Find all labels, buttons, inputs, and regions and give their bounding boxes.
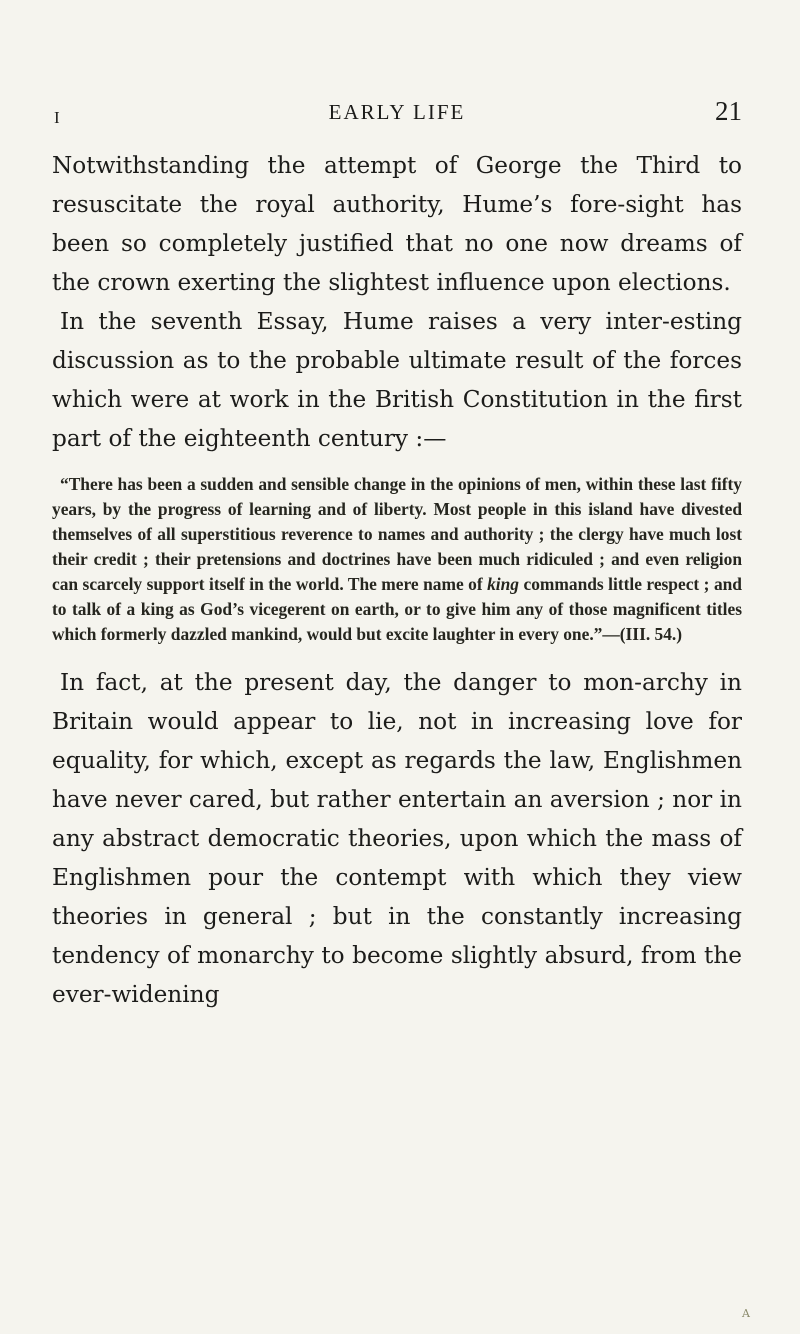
- paragraph-1: Notwithstanding the attempt of George the Third to resuscitate the royal authority, Hume’s fore-sight has been so completely justified that no one now dreams of the crown exerting the slightest influence upon elections.: [52, 152, 742, 296]
- quote-text-2: commands little respect ; and to talk of a king as God’s vicegerent on earth, or to give him any of those magnificent titles which formerly dazzled mankind, would but excite laughter in every one.”—(III. 54.): [52, 574, 742, 644]
- quote-italic-king: king: [487, 574, 520, 594]
- chapter-marker: I: [54, 108, 60, 127]
- paragraph-3: In fact, at the present day, the danger to mon-archy in Britain would appear to lie, not in increasing love for equality, for which, except as regards the law, Englishmen have never cared, but rather entertain an aversion ; nor in any abstract democratic theories, upon which the mass of Englishmen pour the contempt with which they view theories in general ; but in the constantly increasing tendency of monarchy to become slightly absurd, from the ever-widening: [52, 669, 742, 1008]
- paragraph-2: In the seventh Essay, Hume raises a very inter-esting discussion as to the probable ultimate result of the forces which were at work in the British Constitution in the first part of the eighteenth century :—: [52, 308, 742, 452]
- book-page: [52, 96, 742, 1014]
- page-number: 21: [715, 96, 742, 126]
- running-head: [52, 96, 742, 132]
- quote-text-1: “There has been a sudden and sensible change in the opinions of men, within these last fifty years, by the progress of learning and of liberty. Most people in this island have divested themselves of all superstitious reverence to names and authority ; the clergy have much lost their credit ; their pretensions and doctrines have been much ridiculed ; and even religion can scarcely support itself in the world. The mere name of: [52, 474, 742, 594]
- block-quote: [52, 472, 742, 647]
- signature-mark: A: [742, 1307, 750, 1320]
- running-title: EARLY LIFE: [328, 100, 466, 124]
